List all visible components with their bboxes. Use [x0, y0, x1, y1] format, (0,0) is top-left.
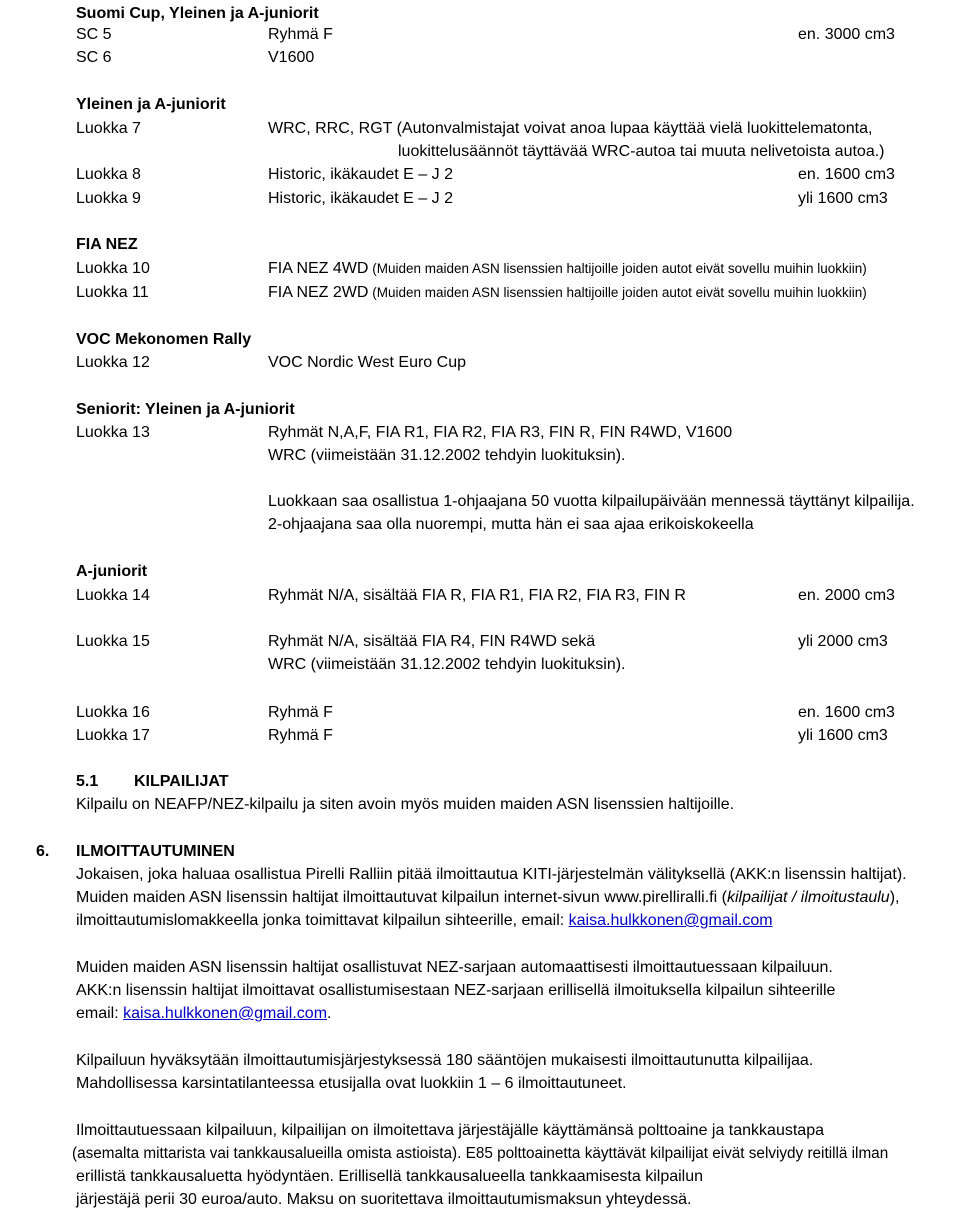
paragraph-line [76, 888, 899, 908]
text: email: [76, 1005, 124, 1022]
class-label: Luokka 7 [76, 120, 141, 137]
class-main: FIA NEZ 2WD [268, 284, 369, 301]
class-label: Luokka 13 [76, 424, 150, 441]
class-note: (Muiden maiden ASN lisenssien haltijoille joiden autot eivät sovellu muihin luokkiin) [368, 261, 867, 276]
paragraph-line: AKK:n lisenssin haltijat ilmoittavat osallistumisestaan NEZ-sarjaan erillisellä ilmoituksella kilpailun sihteerille [76, 982, 836, 999]
paragraph-line: erillistä tankkausaluetta hyödyntäen. Erillisellä tankkausalueella tankkaamisesta kilpailun [76, 1168, 704, 1185]
section-heading-yleinen: Yleinen ja A-juniorit [76, 96, 226, 113]
paragraph-line: Muiden maiden ASN lisenssin haltijat osallistuvat NEZ-sarjaan automaattisesti ilmoittautuessaan kilpailuun. [76, 959, 833, 976]
seniorit-note: Luokkaan saa osallistua 1-ohjaajana 50 vuotta kilpailupäivään mennessä täyttänyt kilpailija. [268, 493, 915, 510]
class-engine-size: en. 1600 cm3 [798, 704, 895, 721]
class-description: VOC Nordic West Euro Cup [268, 354, 466, 371]
paragraph-line: järjestäjä perii 30 euroa/auto. Maksu on suoritettava ilmoittautumismaksun yhteydessä. [76, 1191, 692, 1208]
email-link[interactable]: kaisa.hulkkonen@gmail.com [568, 912, 773, 929]
section-heading-seniorit: Seniorit: Yleinen ja A-juniorit [76, 401, 295, 418]
class-engine-size: yli 1600 cm3 [798, 727, 888, 744]
section-title-ilmoittautuminen: ILMOITTAUTUMINEN [76, 843, 235, 860]
section-heading-voc: VOC Mekonomen Rally [76, 331, 252, 348]
paragraph-line: (asemalta mittarista vai tankkausalueilla omista astioista). E85 polttoainetta käyttävät kilpailijat eivät selviydy reitillä ilman [72, 1145, 889, 1162]
class-description: Ryhmät N,A,F, FIA R1, FIA R2, FIA R3, FIN R, FIN R4WD, V1600 [268, 424, 733, 441]
paragraph-line: Ilmoittautuessaan kilpailuun, kilpailijan on ilmoitettava järjestäjälle käyttämänsä polttoaine ja tankkaustapa [76, 1122, 824, 1139]
text: . [327, 1005, 332, 1022]
class-description [268, 283, 867, 303]
class-label: Luokka 15 [76, 633, 150, 650]
class-description: Ryhmät N/A, sisältää FIA R4, FIN R4WD sekä [268, 633, 596, 650]
class-description-continued: WRC (viimeistään 31.12.2002 tehdyin luokituksin). [268, 656, 626, 673]
section-number: 6. [36, 843, 50, 860]
section-heading-suomi-cup: Suomi Cup, Yleinen ja A-juniorit [76, 5, 319, 22]
paragraph-line: Jokaisen, joka haluaa osallistua Pirelli Ralliin pitää ilmoittautua KITI-järjestelmän välityksellä (AKK:n lisenssin haltijat). [76, 866, 907, 883]
class-description [268, 259, 867, 279]
section-heading-fia-nez: FIA NEZ [76, 236, 138, 253]
class-label: Luokka 14 [76, 587, 150, 604]
text: ), [889, 889, 900, 906]
email-link[interactable]: kaisa.hulkkonen@gmail.com [123, 1005, 328, 1022]
class-label: Luokka 12 [76, 354, 150, 371]
class-engine-size: en. 2000 cm3 [798, 587, 895, 604]
paragraph-line [76, 1004, 331, 1024]
class-label: Luokka 9 [76, 190, 141, 207]
paragraph-line: Kilpailuun hyväksytään ilmoittautumisjärjestyksessä 180 sääntöjen mukaisesti ilmoittautunutta kilpailijaa. [76, 1052, 814, 1069]
class-label: SC 5 [76, 26, 112, 43]
section-title-kilpailijat: KILPAILIJAT [134, 773, 229, 790]
class-engine-size: en. 1600 cm3 [798, 166, 895, 183]
class-engine-size: yli 2000 cm3 [798, 633, 888, 650]
class-label: Luokka 17 [76, 727, 150, 744]
class-engine-size: yli 1600 cm3 [798, 190, 888, 207]
class-label: Luokka 8 [76, 166, 141, 183]
class-description: V1600 [268, 49, 315, 66]
class-label: Luokka 10 [76, 260, 150, 277]
class-note: (Muiden maiden ASN lisenssien haltijoille joiden autot eivät sovellu muihin luokkiin) [368, 285, 867, 300]
class-description: Ryhmät N/A, sisältää FIA R, FIA R1, FIA R2, FIA R3, FIN R [268, 587, 686, 604]
class-description-continued: WRC (viimeistään 31.12.2002 tehdyin luokituksin). [268, 447, 626, 464]
class-main: FIA NEZ 4WD [268, 260, 369, 277]
seniorit-note: 2-ohjaajana saa olla nuorempi, mutta hän ei saa ajaa erikoiskokeella [268, 516, 754, 533]
section-heading-a-juniorit: A-juniorit [76, 563, 148, 580]
class-description: Historic, ikäkaudet E – J 2 [268, 190, 453, 207]
text: ilmoittautumislomakkeella jonka toimittavat kilpailun sihteerille, email: [76, 912, 569, 929]
class-engine-size: en. 3000 cm3 [798, 26, 895, 43]
class-label: SC 6 [76, 49, 112, 66]
italic-text: kilpailijat / ilmoitustaulu [726, 889, 890, 906]
text: Muiden maiden ASN lisenssin haltijat ilmoittautuvat kilpailun internet-sivun www.pirelliralli.fi ( [76, 889, 727, 906]
paragraph: Kilpailu on NEAFP/NEZ-kilpailu ja siten avoin myös muiden maiden ASN lisenssien haltijoille. [76, 796, 735, 813]
class-description: Ryhmä F [268, 704, 333, 721]
paragraph-line: Mahdollisessa karsintatilanteessa etusijalla ovat luokkiin 1 – 6 ilmoittautuneet. [76, 1075, 627, 1092]
class-label: Luokka 16 [76, 704, 150, 721]
class-description: WRC, RRC, RGT (Autonvalmistajat voivat anoa lupaa käyttää vielä luokittelematonta, [268, 120, 873, 137]
class-description-continued: luokittelusäännöt täyttävää WRC-autoa tai muuta nelivetoista autoa.) [398, 143, 885, 160]
paragraph-line [76, 911, 773, 931]
class-label: Luokka 11 [76, 284, 149, 301]
class-description: Ryhmä F [268, 727, 333, 744]
class-description: Historic, ikäkaudet E – J 2 [268, 166, 453, 183]
class-description: Ryhmä F [268, 26, 333, 43]
section-number: 5.1 [76, 773, 99, 790]
